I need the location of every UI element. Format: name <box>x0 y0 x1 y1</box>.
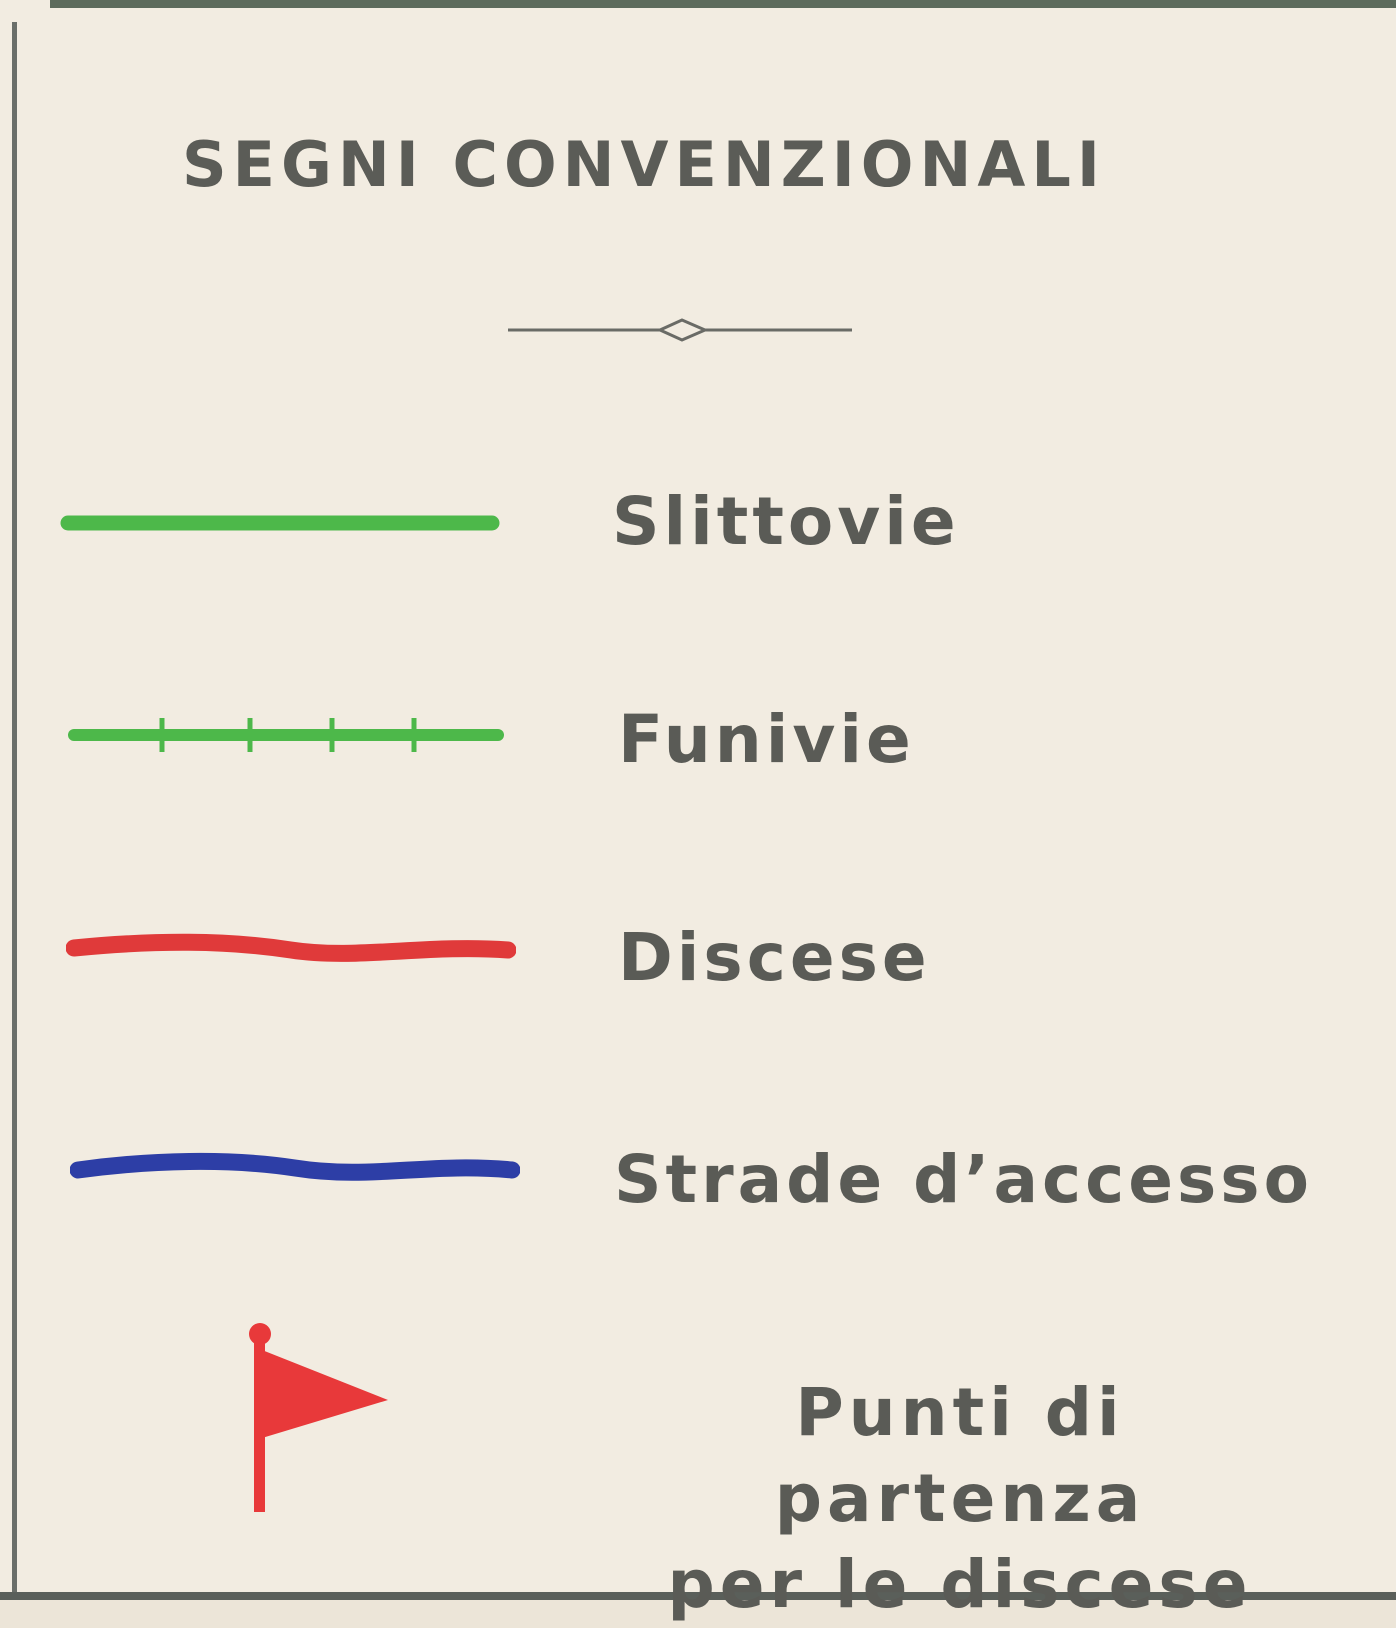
legend-label-slittovie: Slittovie <box>612 483 960 560</box>
top-border <box>50 0 1396 8</box>
legend-title: SEGNI CONVENZIONALI <box>182 128 1106 201</box>
green-line-with-ticks-icon <box>66 710 506 760</box>
green-straight-line-icon <box>60 508 500 538</box>
red-wavy-line-icon <box>66 930 516 970</box>
red-flag-icon <box>238 1320 398 1515</box>
legend-label-punti-partenza-line-1: Punti di partenza <box>774 1374 1146 1537</box>
legend-label-punti-partenza-line-2: per le discese <box>667 1546 1253 1623</box>
divider-ornament-icon <box>500 310 860 350</box>
blue-wavy-line-icon <box>70 1148 520 1188</box>
left-border <box>12 22 17 1592</box>
legend-label-funivie: Funivie <box>618 701 915 778</box>
legend-label-strade-accesso: Strade d’accesso <box>614 1141 1313 1218</box>
legend-label-punti-partenza <box>610 1370 1310 1628</box>
legend-label-discese: Discese <box>618 919 931 996</box>
